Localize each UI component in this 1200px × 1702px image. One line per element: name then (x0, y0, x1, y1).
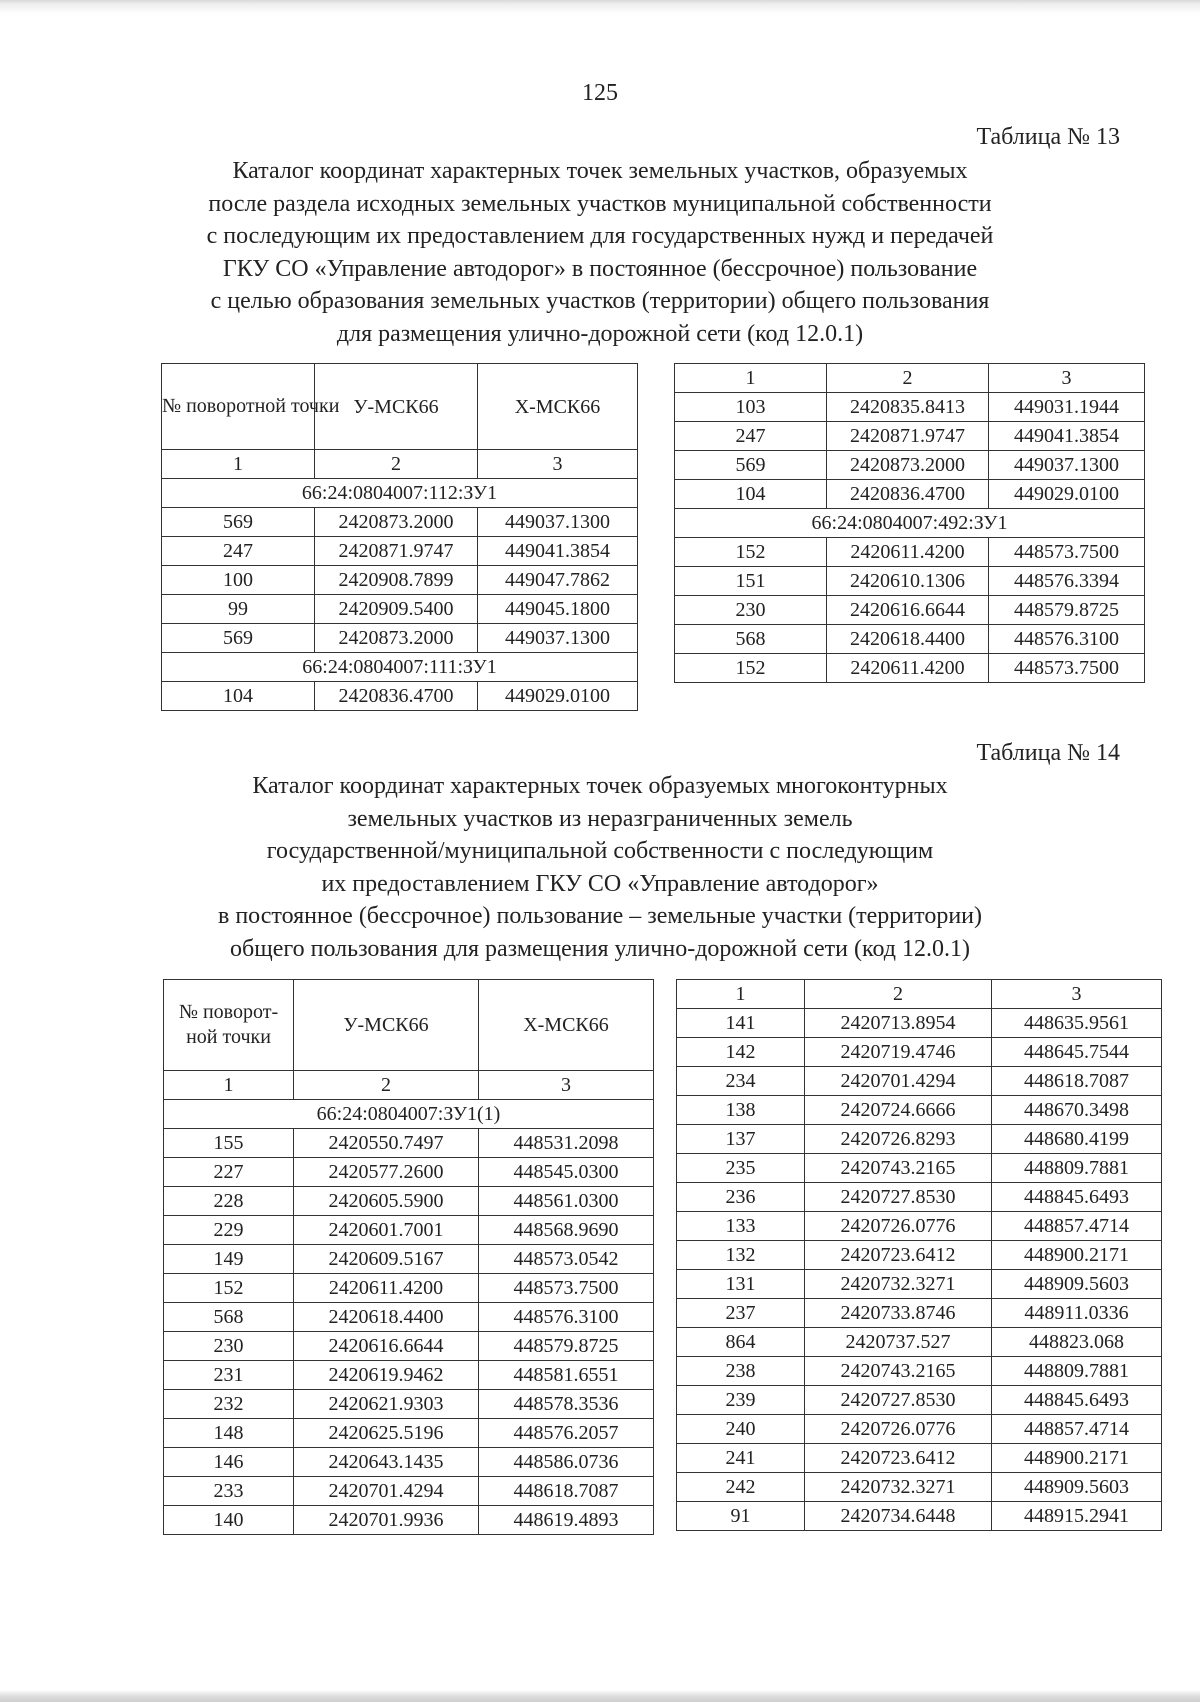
x-coordinate-cell: 448581.6551 (479, 1361, 654, 1390)
page-number: 125 (582, 80, 618, 106)
table-row (677, 1415, 1162, 1444)
point-number-cell: 241 (677, 1444, 805, 1473)
point-number-cell: 133 (677, 1212, 805, 1241)
column-number: 3 (478, 450, 638, 479)
x-coordinate-cell: 448900.2171 (992, 1444, 1162, 1473)
point-number-cell: 229 (164, 1216, 294, 1245)
table-row (164, 1129, 654, 1158)
point-number-cell: 155 (164, 1129, 294, 1158)
x-coordinate-cell: 448909.5603 (992, 1270, 1162, 1299)
table-row (164, 1158, 654, 1187)
point-number-cell: 142 (677, 1038, 805, 1067)
x-coordinate-cell: 448586.0736 (479, 1448, 654, 1477)
y-coordinate-cell: 2420713.8954 (805, 1009, 992, 1038)
caption-line: в постоянное (бессрочное) пользование – земельные участки (территории) (218, 903, 982, 929)
table-row (677, 1096, 1162, 1125)
y-coordinate-cell: 2420836.4700 (315, 682, 478, 711)
y-coordinate-cell: 2420701.4294 (294, 1477, 479, 1506)
point-number-cell: 131 (677, 1270, 805, 1299)
x-coordinate-cell: 449029.0100 (989, 480, 1145, 509)
point-number-cell: 231 (164, 1361, 294, 1390)
y-coordinate-cell: 2420743.2165 (805, 1154, 992, 1183)
table-row (677, 1154, 1162, 1183)
scan-edge-top (0, 0, 1200, 18)
point-number-cell: 247 (162, 537, 315, 566)
y-coordinate-cell: 2420550.7497 (294, 1129, 479, 1158)
caption-line: после раздела исходных земельных участков муниципальной собственности (208, 190, 992, 217)
table-row (677, 1502, 1162, 1531)
x-coordinate-cell: 448809.7881 (992, 1154, 1162, 1183)
caption-line: общего пользования для размещения улично-дорожной сети (код 12.0.1) (230, 935, 970, 962)
y-coordinate-cell: 2420908.7899 (315, 566, 478, 595)
x-coordinate-cell: 448619.4893 (479, 1506, 654, 1535)
table-13-label: Таблица № 13 (976, 124, 1120, 150)
point-number-cell: 235 (677, 1154, 805, 1183)
x-coordinate-cell: 449041.3854 (989, 422, 1145, 451)
x-coordinate-cell: 448845.6493 (992, 1183, 1162, 1212)
x-coordinate-cell: 449041.3854 (478, 537, 638, 566)
point-number-cell: 137 (677, 1125, 805, 1154)
table-row (164, 1216, 654, 1245)
x-coordinate-cell: 449047.7862 (478, 566, 638, 595)
point-number-cell: 140 (164, 1506, 294, 1535)
point-number-cell: 230 (164, 1332, 294, 1361)
table-row (164, 1390, 654, 1419)
point-number-cell: 242 (677, 1473, 805, 1502)
column-number: 3 (989, 364, 1145, 393)
x-coordinate-cell: 448545.0300 (479, 1158, 654, 1187)
point-number-cell: 141 (677, 1009, 805, 1038)
y-coordinate-cell: 2420835.8413 (827, 393, 989, 422)
table-14-left (163, 979, 654, 1535)
y-coordinate-cell: 2420733.8746 (805, 1299, 992, 1328)
x-coordinate-cell: 448909.5603 (992, 1473, 1162, 1502)
x-coordinate-cell: 448579.8725 (479, 1332, 654, 1361)
table-row (162, 624, 638, 653)
y-coordinate-cell: 2420726.0776 (805, 1212, 992, 1241)
y-coordinate-cell: 2420616.6644 (827, 596, 989, 625)
table-row (675, 538, 1145, 567)
point-number-cell: 151 (675, 567, 827, 596)
table-row (677, 1183, 1162, 1212)
parcel-row (675, 509, 1145, 538)
y-coordinate-cell: 2420618.4400 (827, 625, 989, 654)
column-number: 3 (479, 1071, 654, 1100)
table-13-right (674, 363, 1145, 683)
point-number-cell: 148 (164, 1419, 294, 1448)
x-coordinate-cell: 448573.7500 (989, 538, 1145, 567)
table-row (677, 1038, 1162, 1067)
x-coordinate-cell: 449045.1800 (478, 595, 638, 624)
parcel-number: 66:24:0804007:ЗУ1(1) (164, 1100, 654, 1129)
table-row (162, 508, 638, 537)
header-y: У-МСК66 (315, 364, 478, 450)
y-coordinate-cell: 2420727.8530 (805, 1183, 992, 1212)
caption-line: ГКУ СО «Управление автодорог» в постоянное (бессрочное) пользование (222, 255, 978, 282)
column-number: 3 (992, 980, 1162, 1009)
point-number-cell: 99 (162, 595, 315, 624)
x-coordinate-cell: 448576.3394 (989, 567, 1145, 596)
x-coordinate-cell: 448573.0542 (479, 1245, 654, 1274)
point-number-cell: 569 (162, 508, 315, 537)
y-coordinate-cell: 2420726.0776 (805, 1415, 992, 1444)
table-row (164, 1448, 654, 1477)
x-coordinate-cell: 448900.2171 (992, 1241, 1162, 1270)
parcel-number: 66:24:0804007:492:ЗУ1 (675, 509, 1145, 538)
y-coordinate-cell: 2420743.2165 (805, 1357, 992, 1386)
point-number-cell: 568 (164, 1303, 294, 1332)
y-coordinate-cell: 2420727.8530 (805, 1386, 992, 1415)
x-coordinate-cell: 448578.3536 (479, 1390, 654, 1419)
x-coordinate-cell: 448561.0300 (479, 1187, 654, 1216)
y-coordinate-cell: 2420723.6412 (805, 1444, 992, 1473)
table-row (162, 566, 638, 595)
y-coordinate-cell: 2420873.2000 (827, 451, 989, 480)
table-row (164, 1477, 654, 1506)
table-row (675, 422, 1145, 451)
table-row (162, 537, 638, 566)
table-row (164, 1274, 654, 1303)
table-row (164, 1245, 654, 1274)
x-coordinate-cell: 448531.2098 (479, 1129, 654, 1158)
point-number-cell: 146 (164, 1448, 294, 1477)
table-row (164, 1303, 654, 1332)
y-coordinate-cell: 2420873.2000 (315, 624, 478, 653)
table-row (164, 1187, 654, 1216)
column-number: 2 (805, 980, 992, 1009)
x-coordinate-cell: 448573.7500 (479, 1274, 654, 1303)
y-coordinate-cell: 2420643.1435 (294, 1448, 479, 1477)
x-coordinate-cell: 448915.2941 (992, 1502, 1162, 1531)
table-row (677, 1212, 1162, 1241)
point-number-cell: 227 (164, 1158, 294, 1187)
table-row (677, 1386, 1162, 1415)
caption-line: Каталог координат характерных точек образуемых многоконтурных (252, 773, 948, 799)
y-coordinate-cell: 2420873.2000 (315, 508, 478, 537)
table-row (677, 1125, 1162, 1154)
column-number: 2 (294, 1071, 479, 1100)
y-coordinate-cell: 2420611.4200 (294, 1274, 479, 1303)
y-coordinate-cell: 2420618.4400 (294, 1303, 479, 1332)
table-row (164, 1361, 654, 1390)
x-coordinate-cell: 448579.8725 (989, 596, 1145, 625)
point-number-cell: 236 (677, 1183, 805, 1212)
caption-line: их предоставлением ГКУ СО «Управление автодорог» (321, 870, 879, 897)
y-coordinate-cell: 2420611.4200 (827, 538, 989, 567)
y-coordinate-cell: 2420836.4700 (827, 480, 989, 509)
column-number-row (677, 980, 1162, 1009)
column-number: 1 (677, 980, 805, 1009)
x-coordinate-cell: 448576.3100 (479, 1303, 654, 1332)
point-number-cell: 152 (164, 1274, 294, 1303)
table-14-label: Таблица № 14 (976, 740, 1120, 766)
point-number-cell: 233 (164, 1477, 294, 1506)
table-row (677, 1067, 1162, 1096)
x-coordinate-cell: 448857.4714 (992, 1212, 1162, 1241)
y-coordinate-cell: 2420701.9936 (294, 1506, 479, 1535)
table-row (164, 1506, 654, 1535)
y-coordinate-cell: 2420732.3271 (805, 1270, 992, 1299)
x-coordinate-cell: 449037.1300 (478, 624, 638, 653)
x-coordinate-cell: 448680.4199 (992, 1125, 1162, 1154)
table-13-caption (150, 155, 1050, 350)
column-number: 2 (827, 364, 989, 393)
x-coordinate-cell: 449037.1300 (478, 508, 638, 537)
y-coordinate-cell: 2420734.6448 (805, 1502, 992, 1531)
point-number-cell: 100 (162, 566, 315, 595)
point-number-cell: 569 (162, 624, 315, 653)
point-number-cell: 568 (675, 625, 827, 654)
table-14-right (676, 979, 1162, 1531)
column-number: 2 (315, 450, 478, 479)
x-coordinate-cell: 448568.9690 (479, 1216, 654, 1245)
caption-line: с последующим их предоставлением для государственных нужд и передачей (206, 223, 994, 249)
table-row (675, 596, 1145, 625)
parcel-row (162, 479, 638, 508)
y-coordinate-cell: 2420610.1306 (827, 567, 989, 596)
y-coordinate-cell: 2420871.9747 (827, 422, 989, 451)
table-13-left (161, 363, 638, 711)
header-point-number: № поворотной точки (162, 364, 315, 450)
table-row (677, 1328, 1162, 1357)
table-row (675, 451, 1145, 480)
table-row (164, 1419, 654, 1448)
y-coordinate-cell: 2420719.4746 (805, 1038, 992, 1067)
point-number-cell: 230 (675, 596, 827, 625)
y-coordinate-cell: 2420577.2600 (294, 1158, 479, 1187)
x-coordinate-cell: 448573.7500 (989, 654, 1145, 683)
y-coordinate-cell: 2420609.5167 (294, 1245, 479, 1274)
header-x: Х-МСК66 (479, 980, 654, 1071)
y-coordinate-cell: 2420616.6644 (294, 1332, 479, 1361)
point-number-cell: 152 (675, 538, 827, 567)
parcel-row (164, 1100, 654, 1129)
y-coordinate-cell: 2420611.4200 (827, 654, 989, 683)
y-coordinate-cell: 2420723.6412 (805, 1241, 992, 1270)
point-number-cell: 149 (164, 1245, 294, 1274)
point-number-cell: 234 (677, 1067, 805, 1096)
point-number-cell: 232 (164, 1390, 294, 1419)
table-row (677, 1009, 1162, 1038)
x-coordinate-cell: 448809.7881 (992, 1357, 1162, 1386)
y-coordinate-cell: 2420726.8293 (805, 1125, 992, 1154)
point-number-cell: 247 (675, 422, 827, 451)
column-number: 1 (675, 364, 827, 393)
x-coordinate-cell: 449037.1300 (989, 451, 1145, 480)
point-number-cell: 239 (677, 1386, 805, 1415)
table-14-caption (150, 770, 1050, 965)
table-row (675, 393, 1145, 422)
column-number-row (675, 364, 1145, 393)
x-coordinate-cell: 448618.7087 (479, 1477, 654, 1506)
y-coordinate-cell: 2420701.4294 (805, 1067, 992, 1096)
point-number-cell: 152 (675, 654, 827, 683)
y-coordinate-cell: 2420619.9462 (294, 1361, 479, 1390)
column-number-row (162, 450, 638, 479)
y-coordinate-cell: 2420625.5196 (294, 1419, 479, 1448)
x-coordinate-cell: 448845.6493 (992, 1386, 1162, 1415)
table-row (675, 567, 1145, 596)
parcel-row (162, 653, 638, 682)
column-number-row (164, 1071, 654, 1100)
header-row (162, 364, 638, 450)
header-y: У-МСК66 (294, 980, 479, 1071)
caption-line: с целью образования земельных участков (территории) общего пользования (210, 288, 990, 314)
table-row (675, 480, 1145, 509)
x-coordinate-cell: 448911.0336 (992, 1299, 1162, 1328)
point-number-cell: 240 (677, 1415, 805, 1444)
scan-edge-bottom (0, 1690, 1200, 1702)
header-x: Х-МСК66 (478, 364, 638, 450)
point-number-cell: 103 (675, 393, 827, 422)
point-number-cell: 569 (675, 451, 827, 480)
point-number-cell: 228 (164, 1187, 294, 1216)
table-row (677, 1299, 1162, 1328)
x-coordinate-cell: 448576.2057 (479, 1419, 654, 1448)
y-coordinate-cell: 2420601.7001 (294, 1216, 479, 1245)
caption-line: государственной/муниципальной собственности с последующим (266, 838, 934, 864)
x-coordinate-cell: 449031.1944 (989, 393, 1145, 422)
table-row (162, 595, 638, 624)
y-coordinate-cell: 2420909.5400 (315, 595, 478, 624)
y-coordinate-cell: 2420605.5900 (294, 1187, 479, 1216)
x-coordinate-cell: 448618.7087 (992, 1067, 1162, 1096)
point-number-cell: 104 (162, 682, 315, 711)
x-coordinate-cell: 448823.068 (992, 1328, 1162, 1357)
x-coordinate-cell: 449029.0100 (478, 682, 638, 711)
y-coordinate-cell: 2420737.527 (805, 1328, 992, 1357)
table-row (677, 1270, 1162, 1299)
caption-line: для размещения улично-дорожной сети (код 12.0.1) (336, 320, 864, 347)
x-coordinate-cell: 448576.3100 (989, 625, 1145, 654)
point-number-cell: 132 (677, 1241, 805, 1270)
point-number-cell: 104 (675, 480, 827, 509)
x-coordinate-cell: 448645.7544 (992, 1038, 1162, 1067)
table-row (675, 654, 1145, 683)
parcel-number: 66:24:0804007:111:ЗУ1 (162, 653, 638, 682)
table-row (677, 1473, 1162, 1502)
parcel-number: 66:24:0804007:112:ЗУ1 (162, 479, 638, 508)
y-coordinate-cell: 2420724.6666 (805, 1096, 992, 1125)
caption-line: Каталог координат характерных точек земельных участков, образуемых (232, 158, 968, 184)
point-number-cell: 238 (677, 1357, 805, 1386)
table-row (164, 1332, 654, 1361)
table-row (162, 682, 638, 711)
y-coordinate-cell: 2420732.3271 (805, 1473, 992, 1502)
point-number-cell: 91 (677, 1502, 805, 1531)
table-row (677, 1357, 1162, 1386)
header-row (164, 980, 654, 1071)
caption-line: земельных участков из неразграниченных земель (347, 805, 853, 832)
x-coordinate-cell: 448857.4714 (992, 1415, 1162, 1444)
y-coordinate-cell: 2420871.9747 (315, 537, 478, 566)
table-row (675, 625, 1145, 654)
x-coordinate-cell: 448635.9561 (992, 1009, 1162, 1038)
table-row (677, 1241, 1162, 1270)
point-number-cell: 138 (677, 1096, 805, 1125)
point-number-cell: 864 (677, 1328, 805, 1357)
column-number: 1 (162, 450, 315, 479)
column-number: 1 (164, 1071, 294, 1100)
header-point-number: № поворот-ной точки (164, 980, 294, 1071)
point-number-cell: 237 (677, 1299, 805, 1328)
table-row (677, 1444, 1162, 1473)
y-coordinate-cell: 2420621.9303 (294, 1390, 479, 1419)
x-coordinate-cell: 448670.3498 (992, 1096, 1162, 1125)
